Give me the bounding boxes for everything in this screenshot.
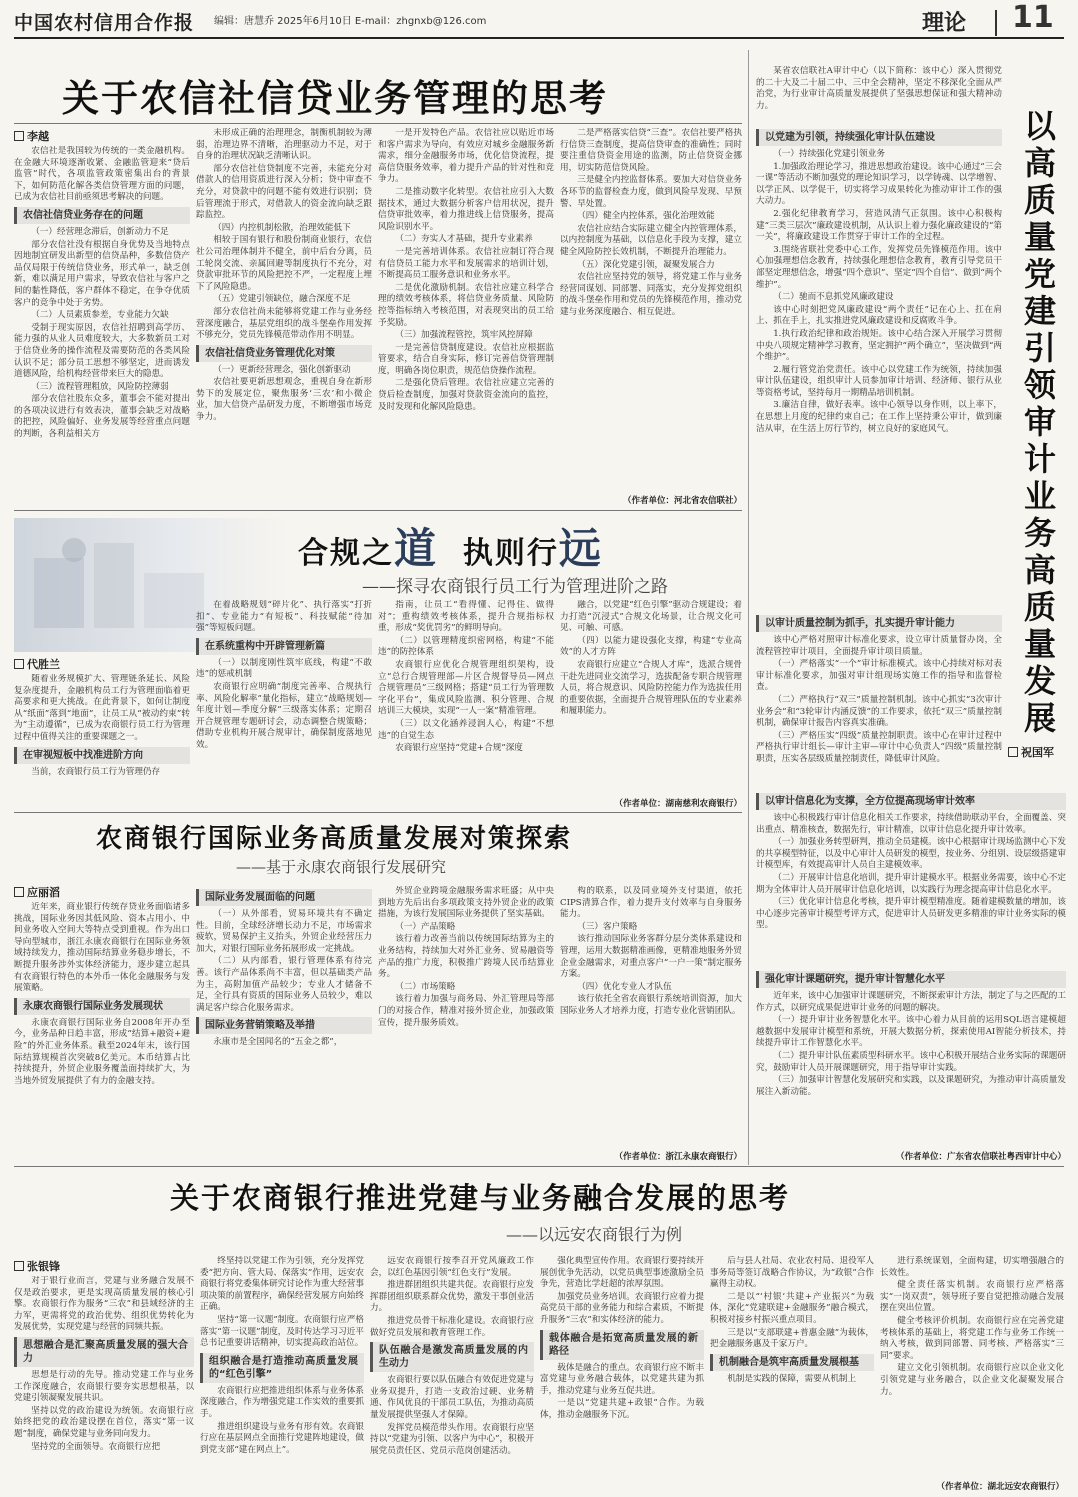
paragraph: 1.加强政治理论学习，推进思想政治建设。该中心通过“三会一课”等活动不断加强党的理论知识学习，以学铸魂、以学增智、以学正风、以学促干，切实将学习成果转化为推动审计工作的强大动力。 — [756, 161, 1002, 207]
paragraph: 终坚持以党建工作为引领，充分发挥党委“把方向、管大局、保落实”作用，远安农商银行将党委集体研究讨论作为重大经营事项决策的前置程序，确保经营发展方向始终正确。 — [200, 1256, 364, 1313]
paragraph: （二）夯实人才基础，提升专业素养 — [395, 234, 533, 245]
paragraph: 农商银行应明确“制度完善率、合规执行率、风险化解率”量化指标，建立“战略规划—年度计划—季度分解”三级落实体系；定期召开合规管理专题研讨会，动态调整合规策略；借助专业机构开展合规审计，确保制度落地见效。 — [196, 681, 372, 750]
paragraph: 永康市是全国闻名的“五金之都”， — [213, 1037, 343, 1048]
article5-heading2: 以审计质量控制为抓手，扎实提升审计能力 — [756, 615, 1002, 632]
paragraph: 二是严格落实信贷“三查”。农信社要严格执行信贷三查制度，提高信贷审查的准确性；同时要注重信贷资金用途的监测，防止信贷资金挪用，切实防范信贷风险。 — [560, 128, 742, 173]
paragraph: 2.强化纪律教育学习，营造风清气正氛围。该中心积极构建“三类三层次”廉政建设机制，从认识上着力强化廉政建设的“第一关”，将廉政建设工作贯穿于审计工作的全过程。 — [756, 208, 1002, 243]
paragraph: 二是推动数字化转型。农信社应引入大数据技术，通过大数据分析客户信用状况，提升信贷审批效率，着力推进线上信贷服务，提高风险识别水平。 — [378, 186, 554, 232]
paragraph: 后与县人社局、农业农村局、退役军人事务局等签订战略合作协议，为“政银”合作赢得主动权。 — [710, 1256, 874, 1290]
title-char: 展 — [1023, 699, 1056, 737]
article4-col5 — [710, 1256, 874, 1492]
article2-author: 代胜兰 — [14, 656, 60, 672]
title-char: 建 — [1023, 292, 1056, 330]
title-char: 高 — [1023, 144, 1056, 182]
issue-meta: 编辑：唐慧乔 2025年6月10日 E-mail：zhgnxb@126.com — [214, 16, 487, 27]
paragraph: 该行依托全省农商银行系统培训资源，加大国际业务人才培养力度，打造专业化营销团队。 — [560, 994, 742, 1016]
article4-top-rule — [14, 1166, 1064, 1167]
paragraph: 农商银行应建立“合规人才库”，选派合规骨干赴先进同业交流学习，选拔配备专职合规管理人员，将合规意识、风险防控能力作为选拔任用的重要依据，全面提升合规管理队伍的专业素养和履职能力。 — [560, 659, 742, 717]
paragraph: （一）经营理念滞后，创新动力不足 — [31, 226, 169, 237]
paragraph: （二）驰而不息抓党风廉政建设 — [773, 292, 894, 303]
paragraph: （一）产品策略 — [395, 921, 456, 932]
paragraph: （一）从外部看，贸易环境共有不确定性。目前，全球经济增长动力不足，市场需求疲软，贸易保护主义抬头，外贸企业经营压力加大，对银行国际业务拓展形成一定挑战。 — [196, 909, 372, 954]
paragraph: （四）以能力建设强化支撑，构建“专业高效”的人才方阵 — [560, 635, 742, 658]
paragraph: 3.廉洁自律，做好表率。该中心领导以身作则，以上率下，在思想上月度的纪律约束自己；在工作上坚持秉公审计，做到廉洁从审，在生活上厉行节约，树立良好的家庭风气。 — [756, 400, 1002, 434]
page-number: 11 — [1012, 0, 1054, 35]
paragraph: （一）持续强化党建引领业务 — [773, 149, 885, 159]
paragraph: 发挥党员模范带头作用。农商银行应坚持以“党建为引领、以客户为中心”，积极开展党员责任区、党员示范岗创建活动。 — [370, 1422, 534, 1456]
paragraph: 坚持党的全面领导。农商银行应把 — [31, 1441, 161, 1452]
article3-heading1: 永康农商银行国际业务发展现状 — [14, 998, 190, 1015]
paragraph: （四）健全内控体系，强化治理效能 — [577, 211, 715, 222]
article4-subtitle: ——以远安农商银行为例 — [506, 1225, 683, 1244]
article2-col2 — [196, 600, 372, 810]
article2-heading1: 在审视短板中找准进阶方向 — [14, 747, 190, 764]
article5-title — [1018, 108, 1062, 737]
article4-col4 — [540, 1256, 704, 1492]
paragraph: 远安农商银行按季召开党风廉政工作会，以红色基因引领“红色支行”发展。 — [370, 1256, 534, 1278]
title-char: 质 — [1023, 588, 1056, 626]
paragraph: 部分农信社股东众多，董事会不能对提出的各项决议进行有效表决，董事会缺乏对战略的把控，风险偏好、业务发展等经营重点问题的判断，各利益相关方 — [14, 394, 190, 440]
paragraph: （三）优化审计信息化考核，提升审计模型精准度。随着建模数量的增加，该中心逐步完善审计模型考评方式，促进审计人员研发更多精准的审计业务实际的模型。 — [756, 897, 1066, 931]
article5-block3 — [756, 790, 1066, 964]
paragraph: （一）更新经营理念，强化创新驱动 — [213, 364, 351, 375]
article1-col4 — [560, 128, 742, 494]
article3-col4 — [560, 886, 742, 1150]
title-char: 领 — [1023, 366, 1056, 404]
article4-col1 — [14, 1276, 194, 1492]
paragraph: （一）加强业务转型研判，推动全员建模。该中心根据审计现场监测中心下发的共享模型特征，以及中心审计人员研发的模型，按业务、分组别、设层级搭建审计模型库，有效提高审计人员自主建模效率。 — [756, 837, 1066, 871]
article4-author: 张银锋 — [14, 1258, 60, 1274]
paragraph: 指南，让员工“看得懂、记得住、做得对”；重构绩效考核体系，提升合规指标权重，形成“奖优罚劣”的鲜明导向。 — [378, 600, 554, 634]
paragraph: 永康农商银行国际业务自2008年开办至今，业务品种日趋丰富，形成“结算+融资+避险”的外汇业务体系。截至2024年末，该行国际结算规模首次突破8亿美元。本币结算占比持续提升，外贸企业服务覆盖面持续扩大，为当地外贸发展提供了有力的金融支持。 — [14, 1017, 190, 1086]
paragraph: 该中心积极践行审计信息化相关工作要求，持续借助联动平台，全面覆盖、突出重点、精准核查，数据先行，审计精准，以审计信息化提升审计效率。 — [756, 813, 1066, 835]
paragraph: 融合，以党建“红色引擎”驱动合规建设；着力打造“沉浸式”合规文化场景，让合规文化可见、可触、可感。 — [560, 600, 742, 634]
paragraph: 健全责任落实机制。农商银行应严格落实“一岗双责”，领导班子要自觉把推动融合发展摆在突出位置。 — [880, 1280, 1064, 1314]
paragraph: 农信社是我国较为传统的一类金融机构。在金融大环境逐渐收紧、金融监管迎来“贷后监管”时代，各项监管政策密集出台的背景下，如何防范化解各类信贷管理方面的问题，已成为农信社目前亟须思考解决的问题。 — [14, 146, 190, 203]
paragraph: 推进组织建设与业务有形有效。农商银行应在基层网点全面推行党建阵地建设，做到党支部“建在网点上”。 — [200, 1421, 364, 1455]
paragraph: （二）市场策略 — [395, 981, 456, 992]
article3-heading-col2: 国际业务发展面临的问题 — [196, 889, 372, 906]
header-rule — [14, 37, 1064, 39]
title-char: 质 — [1023, 181, 1056, 219]
article4-col3 — [370, 1256, 534, 1492]
paragraph: 部分农信社信贷制度不完善，未能充分对借款人的信用资质进行深入分析；贷中审查不充分，对贷款中的问题不能有效进行识别；贷后管理流于形式，对借款人的资金流向缺乏跟踪监控。 — [196, 163, 372, 221]
paragraph: 推进群团组织共建共促。农商银行应发挥群团组织联系群众优势，激发干事创业活力。 — [370, 1280, 534, 1314]
paragraph: 一是完善培训体系。农信社应制订符合现有信贷员工能力水平和发展需求的培训计划，不断提高员工服务意识和业务水平。 — [378, 246, 554, 281]
paragraph: 部分农信社没有根据自身优势及当地特点因地制宜研发出新型的信贷品种，多数信贷产品仅局限于传统信贷业务，形式单一，缺乏创新，难以满足用户需求，导致农信社与客户之间的黏性降低，客户群体不稳定，在争夺优质客户的竞争中处于劣势。 — [14, 239, 190, 308]
paragraph: 随着业务规模扩大、管理链条延长、风险复杂度提升，金融机构员工行为管理面临着更高要求和更大挑战。在此背景下，如何让制度从“纸面”落到“地面”，让员工从“被动约束”转为“主动遵循”，已成为农商银行员工行为管理过程中值得关注的重要课题之一。 — [14, 674, 190, 742]
paragraph: （四）内控机制松散，治理效能低下 — [213, 222, 351, 233]
paragraph: （一）提升审计业务智慧化水平。该中心着力从目前的运用SQL语言建模超越数据中发展审计模型和系统，开展大数据分析，探索使用AI智能分析技术，持续提升审计工作智慧化水平。 — [756, 1015, 1066, 1049]
paragraph: 受制于现实原因，农信社招聘到高学历、能力强的从业人员难度较大，大多数新员工对于信贷业务的操作流程及需要防范的各类风险认识不足；部分员工思想不够坚定，进而诱发道德风险，给机构经营带来巨大的隐患。 — [14, 322, 190, 380]
article4-byline: （作者单位：湖北远安农商银行） — [936, 1482, 1064, 1492]
article1-title: 关于农信社信贷业务管理的思考 — [62, 76, 608, 120]
paragraph: 外贸企业跨境金融服务需求旺盛；从中央到地方先后出台多项政策支持外贸企业的政策措施，为该行发展国际业务提供了坚实基础。 — [378, 886, 554, 920]
article2-heading2: 在系统重构中开辟管理新篇 — [196, 638, 372, 655]
article4-heading4: 载体融合是拓宽高质量发展的新路径 — [540, 1330, 704, 1360]
paragraph: 二是以“‘村银’共建+产业振兴”为载体，深化“党建联建+金融服务”融合模式，积极对接乡村振兴重点项目。 — [710, 1291, 874, 1325]
article5-block2 — [756, 612, 1002, 784]
paragraph: 农信社要更新思想观念，重视自身在新形势下的发展定位，聚焦服务‘三农’和小微企业，加大信贷产品研发力度，不断增强市场竞争力。 — [196, 377, 372, 423]
title-char: 以 — [1023, 107, 1056, 145]
paragraph: 相较于国有银行和股份制商业银行，农信社公司治理体制并不健全，前中后台分离，员工轮岗交流、亲属回避等制度执行不充分，对贷款审批环节的风险把控不严，一定程度上埋下了风险隐患。 — [196, 235, 372, 292]
paragraph: （三）流程管理粗放，风险防控薄弱 — [31, 381, 169, 392]
article3-author: 应丽滔 — [14, 884, 60, 900]
paragraph: （二）从内部看，银行管理体系有待完善。该行产品体系尚不丰富，但以基础类产品为主，高附加值产品较少；专业人才储备不足，全行具有资质的国际业务人员较少，难以满足客户综合化服务需求。 — [196, 956, 372, 1013]
article5-byline: （作者单位：广东省农信联社粤西审计中心） — [895, 1152, 1066, 1162]
paragraph: 农信社应坚持党的领导，将党建工作与业务经营同谋划、同部署、同落实，充分发挥党组织的战斗堡垒作用和党员的先锋模范作用，推动党建与业务深度融合、相互促进。 — [560, 272, 742, 317]
paragraph: 一是完善信贷制度建设。农信社应根据监管要求，结合自身实际，修订完善信贷管理制度，明确各岗位职责，规范信贷操作流程。 — [378, 342, 554, 376]
paragraph: （二）提升审计队伍素质型科研水平。该中心积极开展结合业务实际的课题研究，鼓励审计人员开展课题研究，用于指导审计实践。 — [756, 1050, 1066, 1073]
article3-heading2: 国际业务营销策略及举措 — [196, 1017, 372, 1034]
article3-col1 — [14, 902, 190, 1164]
article1-heading2: 农信社信贷业务管理优化对策 — [196, 345, 372, 362]
paragraph: （三）加强审计智慧化发展研究和实践，以及课题研究，为推动审计高质量发展注入新动能。 — [756, 1075, 1066, 1097]
paragraph: 未形成正确的治理理念，制衡机制较为薄弱，治理边界不清晰，治理驱动力不足，对于自身的治理状况缺乏清晰认识。 — [196, 128, 372, 162]
article3-title: 农商银行国际业务高质量发展对策探索 — [96, 824, 573, 854]
title-char: 业 — [1023, 477, 1056, 515]
paragraph: 坚持以党的政治建设为统领。农商银行应始终把党的政治建设摆在首位，落实“第一议题”制度，确保党建与业务同向发力。 — [14, 1405, 194, 1439]
paragraph: （三）加强流程管控，筑牢风控屏障 — [395, 330, 533, 341]
title-char: 量 — [1023, 218, 1056, 256]
section-name: 理论 — [922, 10, 967, 36]
paragraph: 农商银行应优化合规管理组织架构，设立“总行合规管理部—片区合规督导员—网点合规管理员”三级网格；搭建“员工行为管理数字化平台”，集成风险监测、积分管理、合规培训三大模块，实现“一人一案”精准管理。 — [378, 659, 554, 717]
article2-col1 — [14, 674, 190, 810]
article5-heading3: 以审计信息化为支撑，全方位提高现场审计效率 — [756, 793, 1066, 810]
paragraph: （二）人员素质参差，专业能力欠缺 — [31, 310, 169, 321]
paragraph: 某省农信联社A审计中心（以下简称：该中心）深入贯彻党的二十大及二十届二中、三中全会精神，坚定不移深化全面从严治党，为行业审计高质量发展提供了坚强思想保证和强大精神动力。 — [756, 66, 1002, 111]
paragraph: 当前，农商银行员工行为管理仍存 — [31, 766, 161, 777]
paragraph: 农商银行应坚持“党建+合规”深度 — [395, 743, 523, 754]
paragraph: 该中心严格对照审计标准化要求，设立审计质量督办岗，全流程管控审计项目，全面提升审计项目质量。 — [756, 635, 1002, 657]
title-emphasis: 远 — [558, 524, 603, 573]
paragraph: 二是优化激励机制。农信社应建立科学合理的绩效考核体系，将信贷业务质量、风险防控等指标纳入考核范围，对表现突出的员工给予奖励。 — [378, 282, 554, 328]
article4-heading1: 思想融合是汇聚高质量发展的强大合力 — [14, 1337, 194, 1367]
title-part: 合规之 — [298, 536, 394, 571]
paragraph: 农信社应结合实际建立健全内控管理体系，以内控制度为基础，以信息化手段为支撑，建立健全风险防控长效机制，不断提升治理能力。 — [560, 223, 742, 257]
paragraph: 机制是实践的保障，需要从机制上 — [727, 1373, 857, 1384]
paragraph: 1.执行政治纪律和政治规矩。该中心结合深入开展学习贯彻中央八项规定精神学习教育，坚定拥护“两个确立”，坚决做到“两个维护”。 — [756, 328, 1002, 363]
article4-heading5: 机制融合是筑牢高质量发展根基 — [710, 1354, 874, 1371]
article2-col4 — [560, 600, 742, 796]
paragraph: 二是强化贷后管理。农信社应建立完善的贷后检查制度，加强对贷款资金流向的监控，及时发现和化解风险隐患。 — [378, 378, 554, 412]
article1-col3 — [378, 128, 554, 508]
article5-block1 — [756, 126, 1002, 611]
title-emphasis: 道 — [394, 524, 439, 573]
article2-byline: （作者单位：湖南慈利农商银行） — [614, 799, 742, 809]
paragraph: 该行着力加强与商务局、外汇管理局等部门的对接合作，精准对接外贸企业，加强政策宣传，提升服务质效。 — [378, 994, 554, 1028]
paragraph: 近年来，该中心加强审计课题研究，不断探索审计方法，制定了与之匹配的工作方式，以研究成果促进审计业务的问题的解决。 — [756, 991, 1066, 1013]
paragraph: （五）深化党建引领，凝聚发展合力 — [577, 259, 715, 270]
paragraph: （一）严格落实“一个”审计标准模式。该中心持续对标对表审计标准化要求，加强对审计组现场实施工作的指导和监督检查。 — [756, 659, 1002, 693]
article4-heading3: 队伍融合是激发高质量发展的内生动力 — [370, 1342, 534, 1372]
article5-heading4: 强化审计课题研究，提升审计智慧化水平 — [756, 971, 1066, 988]
title-part: 执则行 — [462, 536, 559, 571]
title-char: 党 — [1023, 255, 1056, 293]
paragraph: （二）严格执行“双三”质量控制机制。该中心抓实“3次审计业务会”和“3轮审计内涵反馈”的工作要求，依托“双三”质量控制机制，确保审计报告内容真实准确。 — [756, 694, 1002, 729]
paragraph: 载体是融合的重点。农商银行应不断丰富党建与业务融合载体，以党建共建为抓手，推动党建与业务互促共进。 — [540, 1362, 704, 1396]
title-char: 计 — [1023, 440, 1056, 478]
paragraph: 在着战略规划“碎片化”、执行落实“打折扣”、专业能力“有短板”、科技赋能“待加强”等短板问题。 — [196, 600, 372, 634]
paragraph: （二）开展审计信息化培训，提升审计建模水平。根据业务需要，该中心不定期为全体审计人员开展审计信息化培训，以实践行为理念提高审计信息化水平。 — [756, 872, 1066, 895]
title-char: 审 — [1023, 403, 1056, 441]
title-char: 高 — [1023, 551, 1056, 589]
article2-end-rule — [14, 812, 742, 813]
paragraph: 对于银行业而言，党建与业务融合发展不仅是政治要求，更是实现高质量发展的核心引擎。农商银行作为服务“三农”和县域经济的主力军，更需将党的政治优势、组织优势转化为发展优势，实现党建与经营的同频共振。 — [14, 1276, 194, 1333]
paragraph: 思想是行动的先导。推动党建工作与业务工作深度融合，农商银行要夯实思想根基，以党建引领凝聚发展共识。 — [14, 1369, 194, 1404]
paragraph: 推进党员骨干标准化建设。农商银行应做好党员发展和教育管理工作。 — [370, 1315, 534, 1338]
paragraph: 3.围绕省联社党委中心工作，发挥党员先锋模范作用。该中心加强理想信念教育，持续强化理想信念教育，教育引导党员干部坚定理想信念，增强“四个意识”、坚定“四个自信”、做到“两个维护”。 — [756, 244, 1002, 290]
article4-col6 — [880, 1256, 1064, 1478]
article3-col3 — [378, 886, 554, 1164]
paragraph: （三）严格压实“四级”质量控制职责。该中心在审计过程中严格执行审计组长—审计主审—审计中心负责人“四级”质量控制职责，压实各层级质量控制责任，降低审计风险。 — [756, 730, 1002, 764]
article1-col2 — [196, 128, 372, 508]
article4-title: 关于农商银行推进党建与业务融合发展的思考 — [170, 1181, 791, 1215]
paragraph: 强化典型宣传作用。农商银行要持续开展创优争先活动，以党员典型事迹激励全员争先，营造比学赶超的浓厚氛围。 — [540, 1256, 704, 1290]
paragraph: （二）以管理精度织密网格，构建“不能违”的防控体系 — [378, 635, 554, 658]
paragraph: 三是健全内控监督体系。要加大对信贷业务各环节的监督检查力度，做到风险早发现、早预警、早处置。 — [560, 175, 742, 209]
paragraph: 建立文化引领机制。农商银行应以企业文化引领党建与业务融合，以企业文化凝聚发展合力。 — [880, 1363, 1064, 1397]
paragraph: 农商银行要以队伍融合有效促进党建与业务双提升，打造一支政治过硬、业务精通、作风优良的干部员工队伍，为推动高质量发展提供坚强人才保障。 — [370, 1375, 534, 1420]
paragraph: 坚持“第一议题”制度。农商银行应严格落实“第一议题”制度，及时传达学习习近平总书记重要讲话精神，切实提高政治站位。 — [200, 1314, 364, 1349]
article1-col1 — [14, 146, 190, 508]
paragraph: （五）党建引领缺位，融合深度不足 — [213, 294, 351, 305]
paragraph: 一是开发特色产品。农信社应以贴近市场和客户需求为导向，有效应对城乡金融服务新需求，细分金融服务市场，优化信贷流程，提高信贷服务效率，着力提升产品的针对性和竞争力。 — [378, 128, 554, 185]
column-divider — [748, 50, 749, 1165]
paragraph: 农商银行应把推进组织体系与业务体系深度融合，作为增强党建工作实效的重要抓手。 — [200, 1385, 364, 1419]
article4-heading2: 组织融合是打造推动高质量发展的“红色引擎” — [200, 1353, 364, 1383]
article1-author: 李越 — [14, 128, 49, 144]
paragraph: 该行推动国际业务客群分层分类体系建设和管理，运用大数据精准画像，更精准地服务外贸企业金融需求，对重点客户“一户一策”制定服务方案。 — [560, 934, 742, 980]
paragraph: 该中心时刻把党风廉政建设“两个责任”记在心上、扛在肩上、抓在手上，扎实推进党风廉政建设和反腐败斗争。 — [756, 304, 1002, 327]
article1-end-rule — [14, 510, 742, 511]
article5-block4 — [756, 968, 1066, 1148]
article1-byline: （作者单位：河北省农信联社） — [622, 496, 742, 506]
article5-heading1: 以党建为引领，持续强化审计队伍建设 — [756, 129, 1002, 146]
paragraph: （三）客户策略 — [577, 921, 638, 932]
paragraph: 2.履行管党治党责任。该中心以党建工作为统领，持续加强审计队伍建设，组织审计人员参加审计培训、经济师、银行从业等资格考试，坚持每月一期精品培训机制。 — [756, 364, 1002, 398]
article5-intro — [756, 66, 1002, 122]
paragraph: 近年来，商业银行传统存贷业务面临诸多挑战，国际业务因其低风险、资本占用小、中间业务收入空间大等特点受到重视。作为出口导向型城市，浙江永康农商银行在国际业务领域持续发力，推动国际结算业务稳步增长，不断提升服务涉外实体经济能力，逐步建立起具有农商银行特色的本外币一体化金融服务与发展策略。 — [14, 902, 190, 994]
article4-col2 — [200, 1256, 364, 1492]
paragraph: 部分农信社尚未能够将党建工作与业务经营深度融合，基层党组织的战斗堡垒作用发挥不够充分，党员先锋模范带动作用不明显。 — [196, 306, 372, 341]
article1-heading1: 农信社信贷业务存在的问题 — [14, 207, 190, 224]
paragraph: （一）以制度刚性筑牢底线，构建“不敢违”的惩戒机制 — [196, 657, 372, 680]
article2-title — [298, 516, 603, 576]
title-char: 引 — [1023, 329, 1056, 367]
article3-subtitle: ——基于永康农商银行发展研究 — [236, 858, 447, 876]
article2-col3 — [378, 600, 554, 810]
article3-byline: （作者单位：浙江永康农商银行） — [614, 1152, 742, 1162]
title-char: 务 — [1023, 514, 1056, 552]
article3-col2 — [196, 886, 372, 1164]
title-char: 发 — [1023, 662, 1056, 700]
paragraph: 三是以“支部联建+普惠金融”为载体，把金融服务惠及千家万户。 — [710, 1327, 874, 1350]
paragraph: （三）以文化涵养浸润人心，构建“不想违”的自觉生态 — [378, 718, 554, 741]
paragraph: 健全考核评价机制。农商银行应在完善党建考核体系的基础上，将党建工作与业务工作统一纳入考核，做到同部署、同考核、严格落实“三同”要求。 — [880, 1315, 1064, 1361]
paragraph: 该行着力改善当前以传统国际结算为主的业务结构，持续加大对外汇业务、贸易融资等产品的推广力度，积极推广跨境人民币结算业务。 — [378, 934, 554, 980]
article5-author: 祝国军 — [1008, 744, 1068, 760]
article2-subtitle: ——探寻农商银行员工行为管理进阶之路 — [362, 577, 668, 597]
article1-rule — [14, 123, 742, 124]
header-divider — [995, 10, 997, 36]
paragraph: 构的联系，以及同业境外支付渠道，依托CIPS清算合作，着力提升支付效率与自身服务能力。 — [560, 886, 742, 920]
newspaper-name: 中国农村信用合作报 — [14, 12, 195, 34]
paragraph: 进行系统谋划，全面构建，切实增强融合的长效性。 — [880, 1256, 1064, 1278]
paragraph: 一是以“党建共建+政银”合作。为载体，推动金融服务下沉。 — [540, 1398, 704, 1420]
paragraph: （四）优化专业人才队伍 — [577, 981, 672, 992]
title-char: 量 — [1023, 625, 1056, 663]
paragraph: 加强党员业务培训。农商银行应着力提高党员干部的业务能力和综合素质，不断提升服务“三农”和实体经济的能力。 — [540, 1291, 704, 1325]
